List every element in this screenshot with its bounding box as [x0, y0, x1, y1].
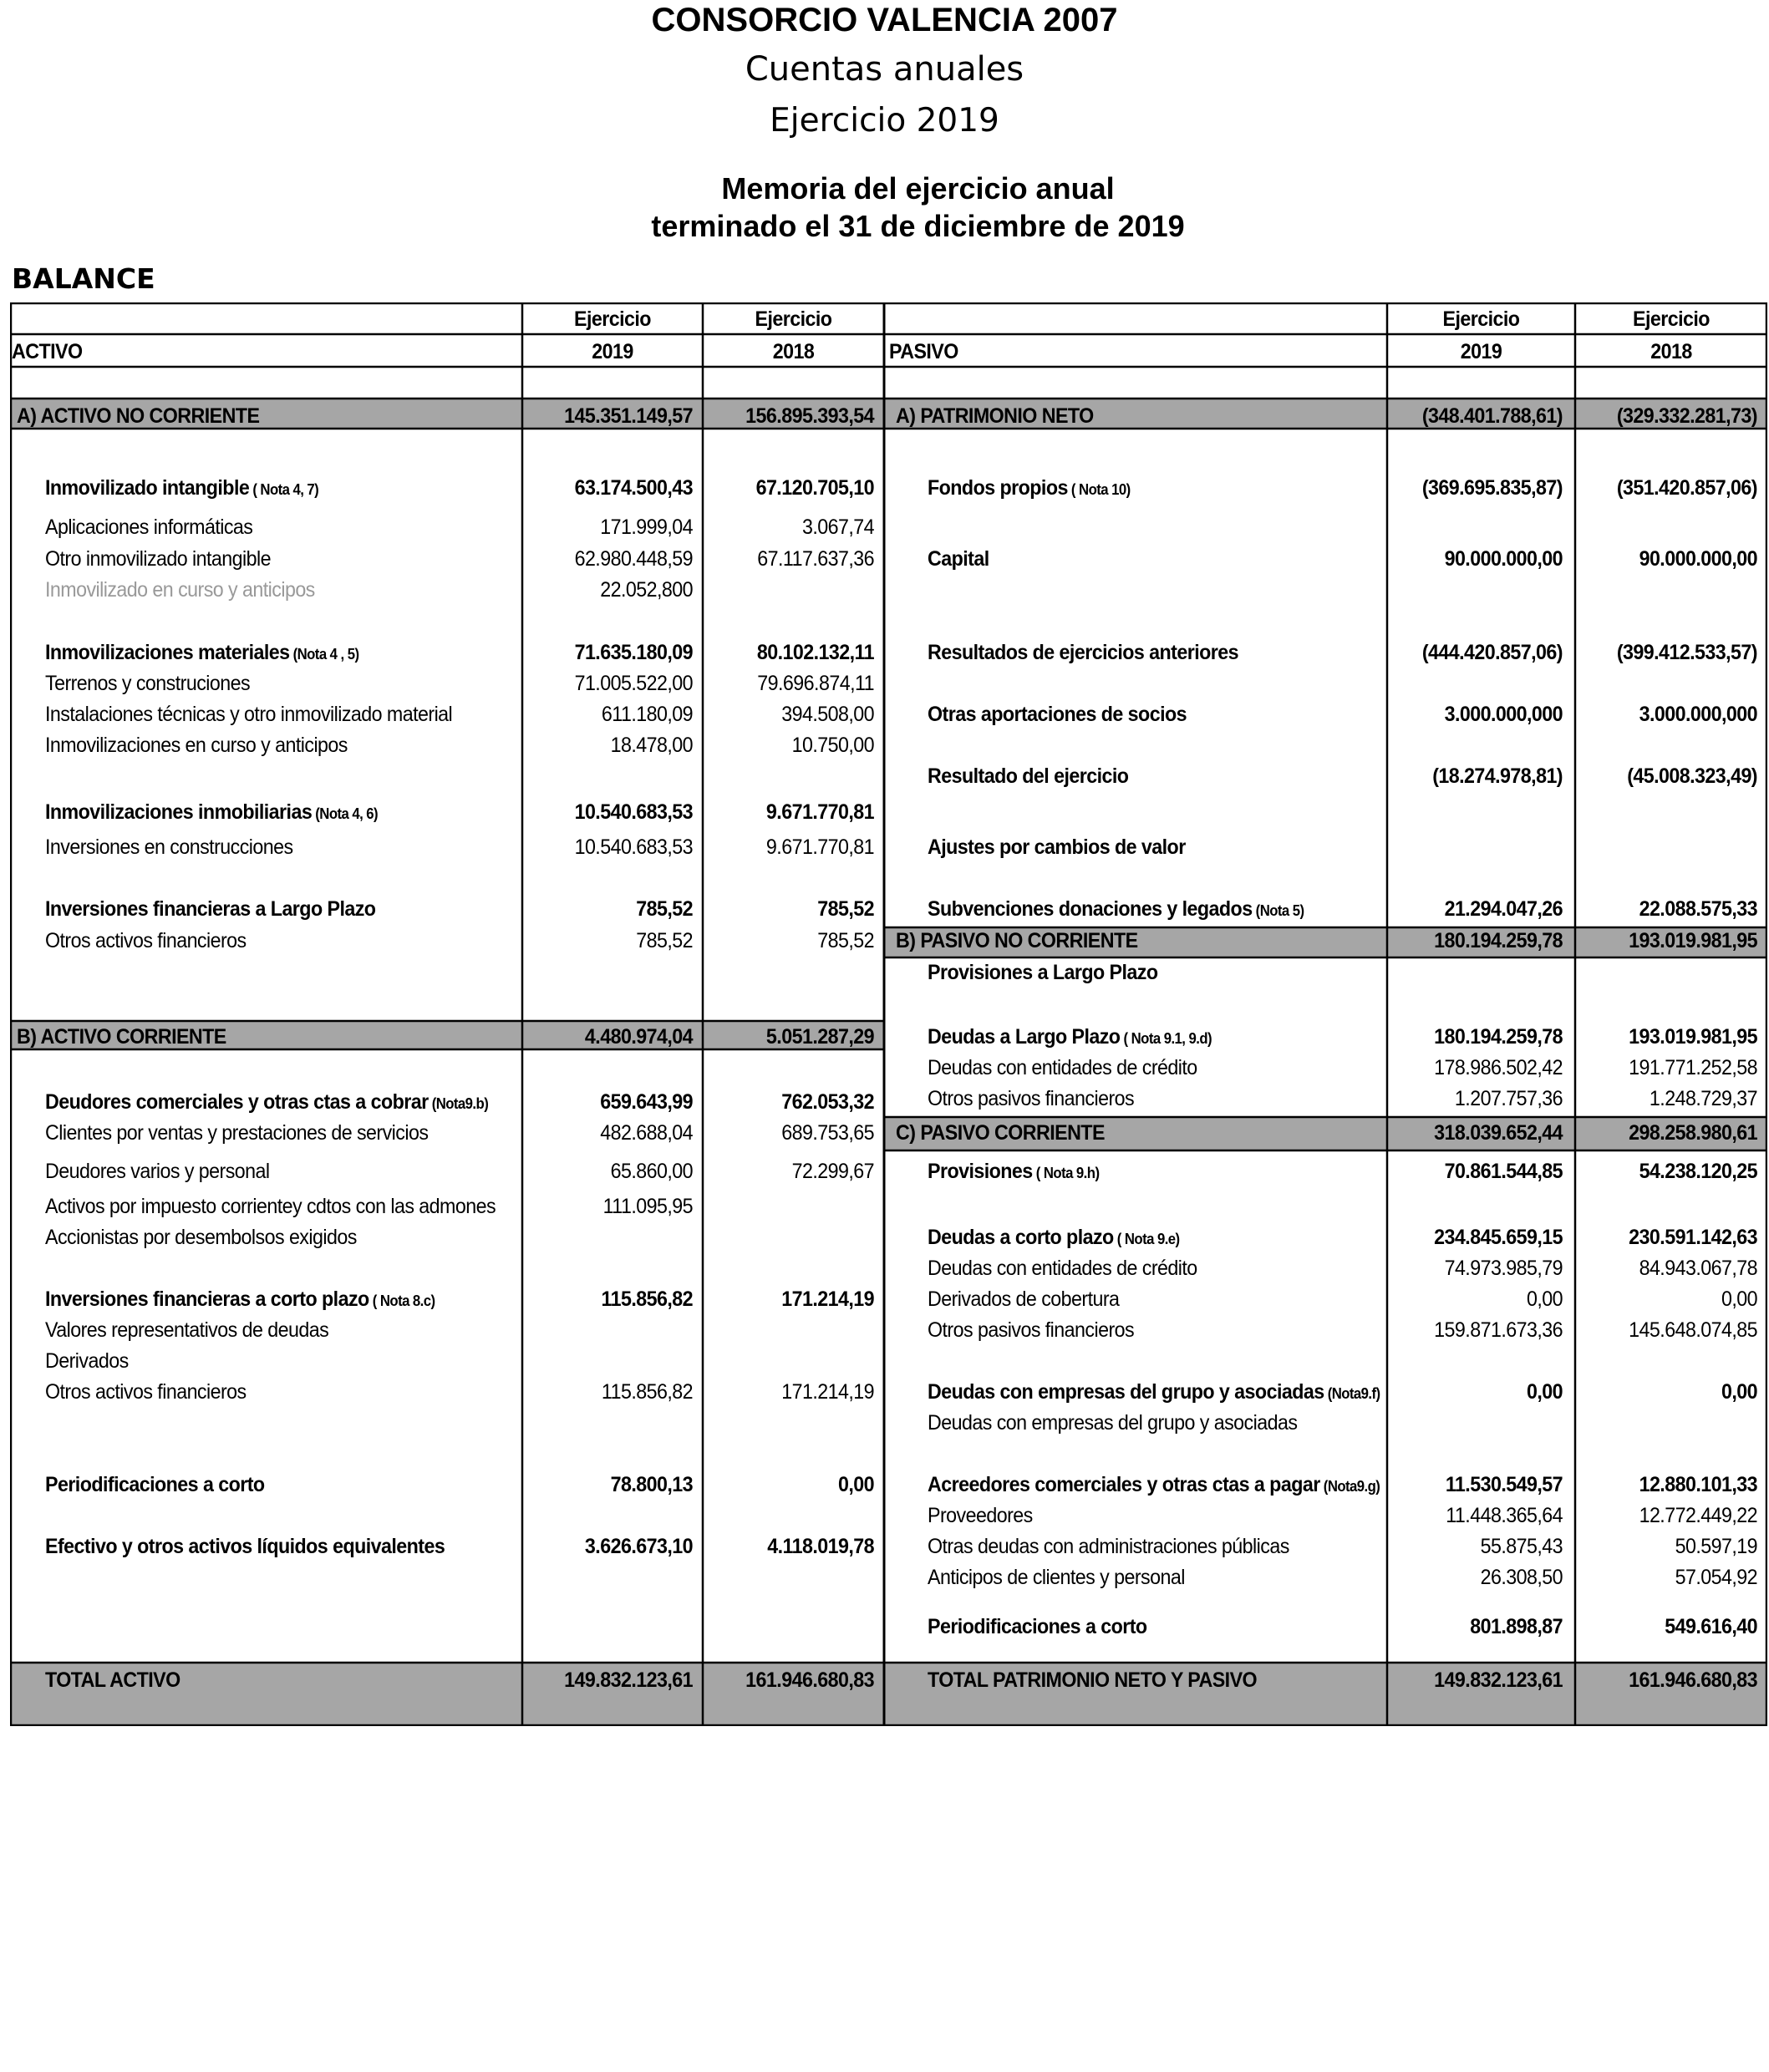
- col-year-2019: 2019: [592, 340, 633, 363]
- value-2019: 659.643,99: [600, 1090, 693, 1114]
- value-2018: 10.750,00: [791, 734, 874, 757]
- value-2019: 111.095,95: [602, 1195, 693, 1218]
- value-2018: 22.088.575,33: [1639, 897, 1757, 921]
- value-2019: 11.530.549,57: [1445, 1473, 1563, 1496]
- row-label-pnc: B) PASIVO NO CORRIENTE: [896, 929, 1138, 952]
- note-ref: ( Nota 4, 7): [249, 481, 319, 498]
- value-2018: 394.508,00: [781, 703, 874, 726]
- value-2019: 149.832.123,61: [1434, 1668, 1563, 1692]
- col-head-ejercicio: Ejercicio: [1442, 307, 1520, 331]
- value-2019: (18.274.978,81): [1432, 764, 1563, 788]
- value-2019: 115.856,82: [601, 1287, 693, 1311]
- value-2019: 234.845.659,15: [1434, 1226, 1563, 1249]
- row-label-deudas_grupo_sub: Deudas con empresas del grupo y asociadas: [928, 1411, 1298, 1435]
- note-ref: ( Nota 9.h): [1032, 1165, 1100, 1181]
- row-label-efectivo: Efectivo y otros activos líquidos equivalentes: [45, 1535, 445, 1558]
- value-2019: (369.695.835,87): [1421, 476, 1563, 500]
- row-label-capital: Capital: [928, 547, 989, 571]
- value-2019: 3.626.673,10: [584, 1535, 693, 1558]
- col-head-ejercicio: Ejercicio: [574, 307, 651, 331]
- value-2018: 191.771.252,58: [1629, 1056, 1757, 1079]
- row-label-deudas_credito_lp: Deudas con entidades de crédito: [928, 1056, 1197, 1079]
- value-2018: 161.946.680,83: [745, 1668, 874, 1692]
- row-label-en_curso_mat: Inmovilizaciones en curso y anticipos: [45, 734, 348, 757]
- value-2018: (329.332.281,73): [1616, 404, 1757, 428]
- note-ref: (Nota 4 , 5): [289, 646, 359, 663]
- row-label-pc: C) PASIVO CORRIENTE: [896, 1121, 1105, 1145]
- row-label-resultados_ant: Resultados de ejercicios anteriores: [928, 641, 1239, 664]
- value-2018: 193.019.981,95: [1629, 929, 1757, 952]
- value-2018: 785,52: [817, 929, 874, 952]
- value-2019: 180.194.259,78: [1434, 929, 1563, 952]
- row-label-fondos: Fondos propios ( Nota 10): [928, 476, 1131, 500]
- value-2019: 22.052,800: [600, 578, 693, 602]
- note-ref: (Nota9.g): [1319, 1478, 1380, 1495]
- section-title: BALANCE: [12, 262, 155, 295]
- row-label-otras_aport: Otras aportaciones de socios: [928, 703, 1187, 726]
- value-2019: 149.832.123,61: [564, 1668, 693, 1692]
- value-2018: 193.019.981,95: [1629, 1025, 1757, 1049]
- value-2019: 801.898,87: [1470, 1615, 1563, 1638]
- activo-header: ACTIVO: [12, 340, 83, 363]
- value-2018: 0,00: [1721, 1287, 1757, 1311]
- value-2018: 57.054,92: [1675, 1566, 1757, 1589]
- value-2019: 482.688,04: [600, 1121, 693, 1145]
- value-2018: 50.597,19: [1675, 1535, 1757, 1558]
- value-2019: 10.540.683,53: [574, 800, 693, 824]
- value-2019: 180.194.259,78: [1434, 1025, 1563, 1049]
- value-2019: (444.420.857,06): [1421, 641, 1563, 664]
- col-year-2018: 2018: [772, 340, 815, 363]
- value-2018: 762.053,32: [781, 1090, 874, 1114]
- row-label-anticipos: Anticipos de clientes y personal: [928, 1566, 1185, 1589]
- value-2019: 21.294.047,26: [1444, 897, 1563, 921]
- row-label-intangible: Inmovilizado intangible ( Nota 4, 7): [45, 476, 319, 500]
- row-label-deudores: Deudores comerciales y otras ctas a cobrar (Nota9.b): [45, 1090, 489, 1114]
- value-2019: 611.180,09: [601, 703, 693, 726]
- value-2018: 80.102.132,11: [756, 641, 874, 664]
- row-label-accionistas: Accionistas por desembolsos exigidos: [45, 1226, 357, 1249]
- value-2018: 9.671.770,81: [765, 800, 874, 824]
- value-2018: 5.051.287,29: [765, 1025, 874, 1049]
- value-2019: 90.000.000,00: [1444, 547, 1563, 571]
- row-label-proveedores: Proveedores: [928, 1504, 1033, 1527]
- value-2018: (45.008.323,49): [1627, 764, 1757, 788]
- value-2018: (399.412.533,57): [1616, 641, 1757, 664]
- value-2018: 145.648.074,85: [1629, 1318, 1757, 1342]
- report-subtitle: Cuentas anuales: [745, 50, 1024, 89]
- value-2018: 171.214,19: [781, 1380, 874, 1404]
- value-2018: 90.000.000,00: [1639, 547, 1757, 571]
- value-2018: 4.118.019,78: [767, 1535, 874, 1558]
- note-ref: (Nota 4, 6): [312, 805, 379, 822]
- row-label-deudas_cp: Deudas a corto plazo ( Nota 9.e): [928, 1226, 1180, 1249]
- row-label-deudores_varios: Deudores varios y personal: [45, 1160, 270, 1183]
- row-label-otro_intangible: Otro inmovilizado intangible: [45, 547, 271, 571]
- value-2018: 12.772.449,22: [1639, 1504, 1757, 1527]
- row-label-inversiones_constr: Inversiones en construcciones: [45, 835, 293, 859]
- pasivo-header: PASIVO: [889, 340, 958, 363]
- value-2019: 145.351.149,57: [564, 404, 693, 428]
- value-2018: 79.696.874,11: [757, 672, 874, 695]
- value-2018: 785,52: [817, 897, 874, 921]
- value-2018: 9.671.770,81: [765, 835, 874, 859]
- row-label-otros_pas_fin_lp: Otros pasivos financieros: [928, 1087, 1135, 1110]
- row-label-otras_deudas_adm: Otras deudas con administraciones públicas: [928, 1535, 1289, 1558]
- row-label-deudas_credito_cp: Deudas con entidades de crédito: [928, 1257, 1197, 1280]
- value-2018: 1.248.729,37: [1649, 1087, 1757, 1110]
- note-ref: ( Nota 8.c): [369, 1292, 435, 1309]
- row-label-ac: B) ACTIVO CORRIENTE: [17, 1025, 226, 1049]
- value-2019: 785,52: [636, 929, 693, 952]
- memo-title-line1: Memoria del ejercicio anual: [721, 171, 1115, 206]
- value-2019: 74.973.985,79: [1444, 1257, 1563, 1280]
- row-label-anc: A) ACTIVO NO CORRIENTE: [17, 404, 260, 428]
- value-2018: (351.420.857,06): [1616, 476, 1757, 500]
- value-2018: 3.000.000,000: [1639, 703, 1757, 726]
- value-2019: 171.999,04: [600, 515, 693, 539]
- value-2018: 298.258.980,61: [1629, 1121, 1757, 1145]
- note-ref: ( Nota 10): [1067, 481, 1131, 498]
- value-2018: 67.117.637,36: [757, 547, 874, 571]
- row-label-activos_impuesto: Activos por impuesto corrientey cdtos con las admones: [45, 1195, 496, 1218]
- row-label-periodif: Periodificaciones a corto: [45, 1473, 265, 1496]
- value-2018: 12.880.101,33: [1639, 1473, 1757, 1496]
- row-label-otros_pas_fin_cp: Otros pasivos financieros: [928, 1318, 1135, 1342]
- value-2019: 0,00: [1526, 1287, 1563, 1311]
- value-2019: 78.800,13: [610, 1473, 693, 1496]
- row-label-acreedores: Acreedores comerciales y otras ctas a pagar (Nota9.g): [928, 1473, 1380, 1496]
- row-label-total: TOTAL PATRIMONIO NETO Y PASIVO: [928, 1668, 1258, 1692]
- value-2019: 18.478,00: [610, 734, 693, 757]
- value-2019: 3.000.000,000: [1444, 703, 1563, 726]
- row-label-resultado: Resultado del ejercicio: [928, 764, 1129, 788]
- value-2019: 55.875,43: [1480, 1535, 1563, 1558]
- fiscal-year: Ejercicio 2019: [770, 102, 999, 140]
- note-ref: (Nota 5): [1252, 902, 1304, 919]
- value-2019: 318.039.652,44: [1434, 1121, 1563, 1145]
- row-label-en_curso_int: Inmovilizado en curso y anticipos: [45, 578, 315, 602]
- value-2019: 178.986.502,42: [1434, 1056, 1563, 1079]
- value-2019: 62.980.448,59: [574, 547, 693, 571]
- row-label-inmobiliarias: Inmovilizaciones inmobiliarias (Nota 4, 6): [45, 800, 379, 824]
- value-2019: 159.871.673,36: [1434, 1318, 1563, 1342]
- row-label-ajustes: Ajustes por cambios de valor: [928, 835, 1186, 859]
- value-2019: 71.635.180,09: [574, 641, 693, 664]
- value-2019: 63.174.500,43: [574, 476, 693, 500]
- value-2018: 156.895.393,54: [745, 404, 874, 428]
- row-label-materiales: Inmovilizaciones materiales (Nota 4 , 5): [45, 641, 359, 664]
- value-2018: 161.946.680,83: [1629, 1668, 1757, 1692]
- col-head-ejercicio: Ejercicio: [1633, 307, 1710, 331]
- value-2018: 0,00: [837, 1473, 874, 1496]
- row-label-pn: A) PATRIMONIO NETO: [896, 404, 1094, 428]
- note-ref: ( Nota 9.1, 9.d): [1120, 1030, 1212, 1047]
- row-label-subvenciones: Subvenciones donaciones y legados (Nota 5): [928, 897, 1304, 921]
- memo-title-line2: terminado el 31 de diciembre de 2019: [651, 209, 1185, 243]
- row-label-derivados_cob: Derivados de cobertura: [928, 1287, 1120, 1311]
- value-2018: 171.214,19: [781, 1287, 874, 1311]
- value-2019: 1.207.757,36: [1454, 1087, 1563, 1110]
- value-2018: 54.238.120,25: [1639, 1160, 1757, 1183]
- value-2018: 230.591.142,63: [1629, 1226, 1757, 1249]
- value-2019: 115.856,82: [601, 1380, 693, 1404]
- value-2019: 11.448.365,64: [1446, 1504, 1563, 1527]
- value-2019: 70.861.544,85: [1444, 1160, 1563, 1183]
- value-2018: 689.753,65: [781, 1121, 874, 1145]
- value-2019: 65.860,00: [610, 1160, 693, 1183]
- col-head-ejercicio: Ejercicio: [755, 307, 832, 331]
- row-label-otros_act_fin_lp: Otros activos financieros: [45, 929, 247, 952]
- value-2019: (348.401.788,61): [1421, 404, 1563, 428]
- row-label-inv_fin_cp: Inversiones financieras a corto plazo ( Nota 8.c): [45, 1287, 435, 1311]
- value-2018: 3.067,74: [801, 515, 874, 539]
- col-year-2018: 2018: [1650, 340, 1692, 363]
- row-label-terrenos: Terrenos y construciones: [45, 672, 251, 695]
- row-label-provisiones_lp: Provisiones a Largo Plazo: [928, 961, 1158, 984]
- value-2018: 72.299,67: [791, 1160, 874, 1183]
- row-label-otros_act_fin_cp: Otros activos financieros: [45, 1380, 247, 1404]
- value-2019: 4.480.974,04: [584, 1025, 693, 1049]
- row-label-inv_fin_lp: Inversiones financieras a Largo Plazo: [45, 897, 376, 921]
- value-2018: 67.120.705,10: [755, 476, 874, 500]
- note-ref: ( Nota 9.e): [1113, 1231, 1180, 1247]
- note-ref: (Nota9.b): [428, 1095, 489, 1112]
- row-label-deudas_grupo: Deudas con empresas del grupo y asociadas (Nota9.f): [928, 1380, 1380, 1404]
- value-2019: 71.005.522,00: [574, 672, 693, 695]
- value-2019: 10.540.683,53: [574, 835, 693, 859]
- row-label-total: TOTAL ACTIVO: [45, 1668, 180, 1692]
- row-label-provisiones_cp: Provisiones ( Nota 9.h): [928, 1160, 1100, 1183]
- note-ref: (Nota9.f): [1324, 1385, 1380, 1402]
- value-2019: 26.308,50: [1480, 1566, 1563, 1589]
- row-label-clientes: Clientes por ventas y prestaciones de servicios: [45, 1121, 429, 1145]
- row-label-instalaciones: Instalaciones técnicas y otro inmovilizado material: [45, 703, 453, 726]
- value-2018: 84.943.067,78: [1639, 1257, 1757, 1280]
- row-label-deudas_lp: Deudas a Largo Plazo ( Nota 9.1, 9.d): [928, 1025, 1212, 1049]
- entity-title: CONSORCIO VALENCIA 2007: [651, 2, 1118, 38]
- value-2018: 0,00: [1721, 1380, 1757, 1404]
- row-label-derivados: Derivados: [45, 1349, 129, 1373]
- value-2019: 785,52: [636, 897, 693, 921]
- row-label-valores: Valores representativos de deudas: [45, 1318, 329, 1342]
- row-label-aplicaciones: Aplicaciones informáticas: [45, 515, 253, 539]
- value-2019: 0,00: [1526, 1380, 1563, 1404]
- col-year-2019: 2019: [1460, 340, 1502, 363]
- row-label-periodif: Periodificaciones a corto: [928, 1615, 1147, 1638]
- value-2018: 549.616,40: [1665, 1615, 1757, 1638]
